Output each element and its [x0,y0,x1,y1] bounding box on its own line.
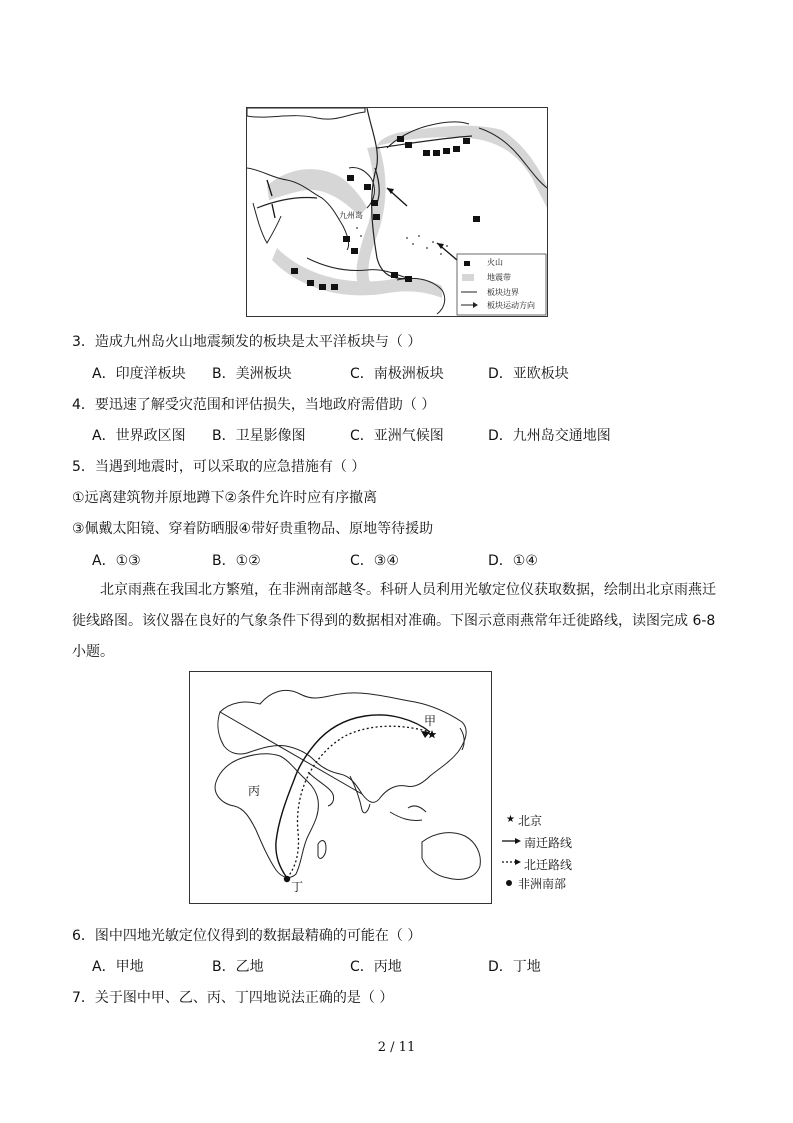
volcano-icon [423,150,430,156]
coastline [390,812,422,821]
label-bing: 丙 [248,784,261,798]
question-5-line-1: ①远离建筑物并原地蹲下②条件允许时应有序撤离 [72,490,378,506]
volcano-icon [319,284,326,290]
plate-map-svg [247,108,547,316]
southward-route-line [276,715,430,878]
legend-beijing: 北京 [518,814,543,828]
legend-plate-motion: 板块运动方向 [487,301,535,310]
migration-map [189,671,492,904]
volcano-markers [291,136,480,290]
migration-legend [500,812,610,892]
question-3-stem: 3．造成九州岛火山地震频发的板块是太平洋板块与（ ） [72,334,422,350]
volcano-icon [347,175,354,181]
option-c: C．③④ [350,553,399,569]
question-5-stem: 5．当遇到地震时，可以采取的应急措施有（ ） [72,459,366,475]
option-a: A．甲地 [92,959,144,975]
label-kyushu: 九州岛 [339,211,363,220]
volcano-icon [331,284,338,290]
option-a: A．印度洋板块 [92,366,186,382]
page-number: 2 / 11 [377,1040,416,1055]
option-d: D．亚欧板块 [488,366,569,382]
legend-plate-boundary: 板块边界 [487,288,519,297]
volcano-icon [464,261,470,266]
option-b: B．卫星影像图 [212,428,306,444]
volcano-icon [391,272,398,278]
coastline [318,841,326,859]
option-c: C．丙地 [350,959,402,975]
beijing-star-icon: ★ [506,814,515,825]
option-b: B．美洲板块 [212,366,292,382]
legend-southern-africa: 非洲南部 [518,877,567,891]
migration-map-svg [190,672,491,903]
volcano-icon [473,216,480,222]
coastline [308,772,334,806]
volcano-icon [443,148,450,154]
legend-northward: 北迁路线 [524,858,573,872]
volcano-icon [373,214,380,220]
option-d: D．丁地 [488,959,541,975]
volcano-icon [453,146,460,152]
coastline [362,752,458,802]
coastline [408,806,426,812]
volcano-icon [307,280,314,286]
coastline [350,776,370,813]
legend-earthquake-belt: 地震带 [487,273,511,282]
label-jia: 甲 [424,714,437,728]
option-c: C．亚洲气候图 [350,428,444,444]
legend-southward: 南迁路线 [524,836,573,850]
question-7-stem: 7．关于图中甲、乙、丙、丁四地说法正确的是（ ） [72,990,394,1006]
arrow-head-icon [421,731,430,738]
volcano-icon [371,200,378,206]
coastline [215,754,318,878]
northward-route-swatch [502,857,522,867]
southern-africa-dot [284,876,290,882]
option-c: C．南极洲板块 [350,366,444,382]
option-a: A．①③ [92,553,141,569]
coastline [247,108,365,119]
plate-map [246,107,548,317]
label-ding: 丁 [291,880,304,894]
southern-africa-dot-icon [506,880,512,886]
swift-intro-paragraph: 北京雨燕在我国北方繁殖，在非洲南部越冬。科研人员利用光敏定位仪获取数据，绘制出北京雨燕迁徙线路图。该仪器在良好的气象条件下得到的数据相对准确。下图示意雨燕常年迁徙路线，读图完成 6-8 小题。 [72,582,716,660]
option-a: A．世界政区图 [92,428,186,444]
option-b: B．①② [212,553,261,569]
volcano-icon [343,236,350,242]
option-b: B．乙地 [212,959,264,975]
volcano-icon [351,248,358,254]
southward-route-swatch [502,836,522,846]
legend-volcano: 火山 [487,258,503,267]
volcano-icon [364,184,371,190]
earthquake-belt-swatch [462,274,474,281]
coastline [460,728,464,750]
question-5-line-2: ③佩戴太阳镜、穿着防晒服④带好贵重物品、原地等待援助 [72,521,434,537]
plate-motion-arrow [272,204,275,218]
coastline [253,203,281,243]
coastline [422,833,480,880]
volcano-icon [291,268,298,274]
volcano-icon [463,138,470,144]
volcano-icon [405,276,412,282]
question-6-stem: 6．图中四地光敏定位仪得到的数据最精确的可能在（ ） [72,928,422,944]
option-d: D．九州岛交通地图 [488,428,611,444]
question-4-stem: 4．要迅速了解受灾范围和评估损失，当地政府需借助（ ） [72,397,436,413]
plate-boundary-line [257,197,317,208]
volcano-icon [433,150,440,156]
volcano-icon [405,142,412,148]
volcano-icon [397,136,404,142]
northward-route-line [287,726,430,878]
option-d: D．①④ [488,553,538,569]
